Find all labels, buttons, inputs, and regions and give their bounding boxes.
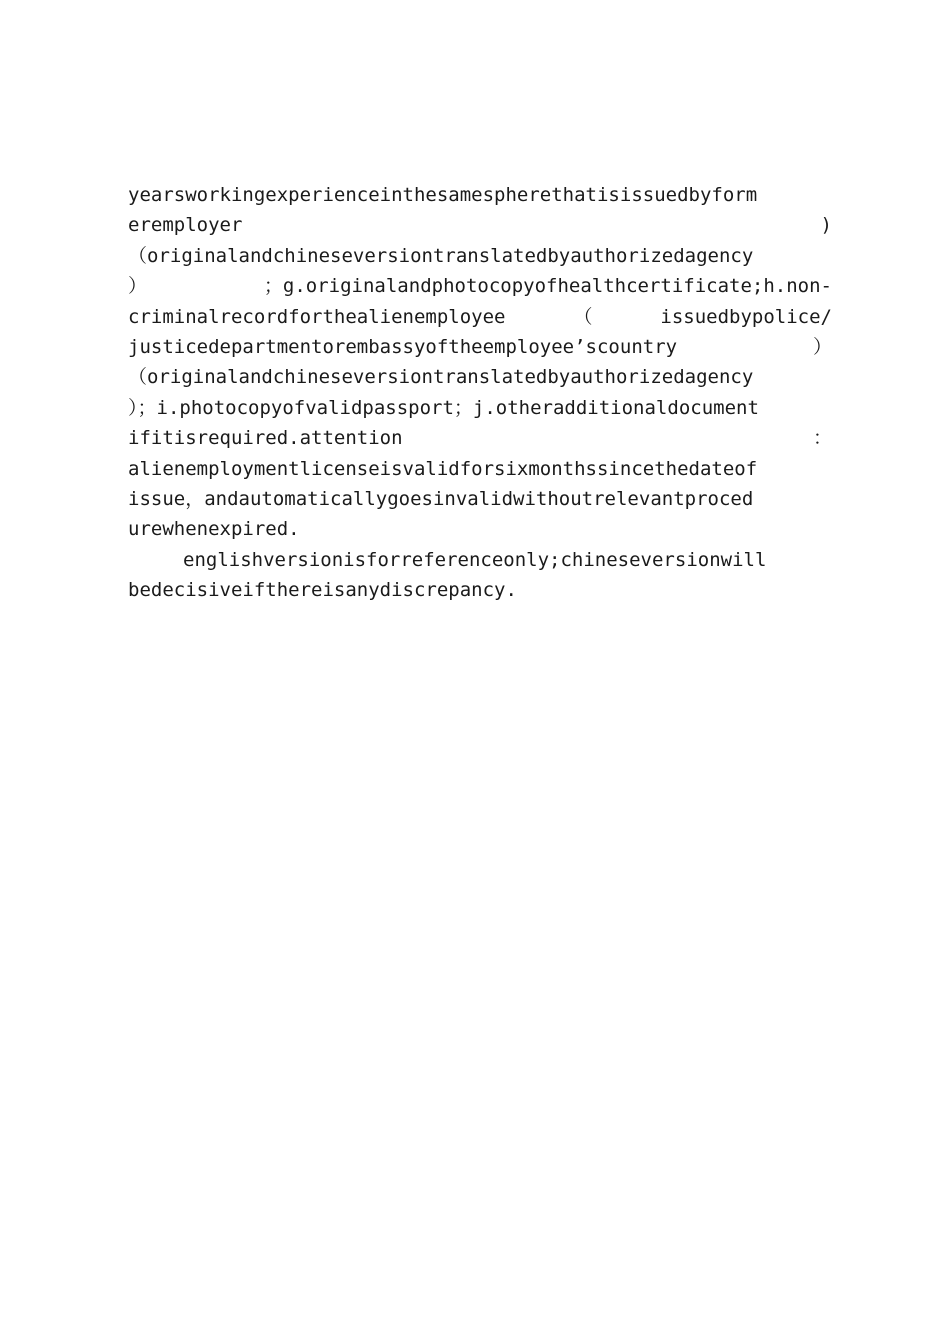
- text-segment: bedecisiveifthereisanydiscrepancy.: [128, 579, 517, 602]
- text-segment: englishversionisforreferenceonly;chineseversionwill: [183, 548, 767, 571]
- text-segment: yearsworkingexperienceinthesamespherethatisissuedbyform: [128, 184, 758, 206]
- text-line: [128, 484, 832, 514]
- text-segment: issue，andautomaticallygoesinvalidwithoutrelevantproced: [128, 487, 754, 510]
- text-segment: issuedbypolice/: [660, 305, 832, 328]
- text-line: [128, 545, 832, 575]
- text-line: [128, 210, 832, 240]
- paragraph-2: [128, 545, 832, 606]
- text-line: [128, 454, 832, 484]
- text-segment: ifitisrequired.attention: [128, 427, 403, 450]
- text-segment: ：: [812, 427, 832, 450]
- text-segment: ）: [128, 275, 148, 298]
- text-line: [128, 575, 832, 605]
- text-segment: （: [573, 305, 593, 328]
- text-segment: urewhenexpired.: [128, 518, 300, 541]
- text-segment: criminalrecordforthealienemployee: [128, 305, 506, 328]
- text-line: [128, 393, 832, 423]
- text-segment: eremployer: [128, 214, 243, 237]
- text-segment: ；g.originalandphotocopyofhealthcertificate;h.non-: [263, 275, 832, 298]
- text-line: [128, 423, 832, 453]
- text-segment: alienemploymentlicenseisvalidforsixmonthssincethedateof: [128, 457, 758, 480]
- text-segment: ）；i.photocopyofvalidpassport；j.otheradditionaldocument: [128, 396, 759, 419]
- text-line: [128, 180, 832, 210]
- text-segment: （originalandchineseversiontranslatedbyauthorizedagency: [128, 366, 754, 389]
- text-line: [128, 362, 832, 392]
- text-segment: ）: [812, 335, 832, 358]
- document-body: [128, 180, 832, 605]
- text-line: [128, 332, 832, 362]
- text-segment: ): [820, 214, 832, 237]
- text-line: [128, 271, 832, 301]
- text-line: [128, 514, 832, 544]
- paragraph-1: [128, 180, 832, 545]
- text-line: [128, 241, 832, 271]
- text-segment: （originalandchineseversiontranslatedbyauthorizedagency: [128, 244, 754, 267]
- text-line: [128, 302, 832, 332]
- text-segment: justicedepartmentorembassyoftheemployee’scountry: [128, 335, 678, 358]
